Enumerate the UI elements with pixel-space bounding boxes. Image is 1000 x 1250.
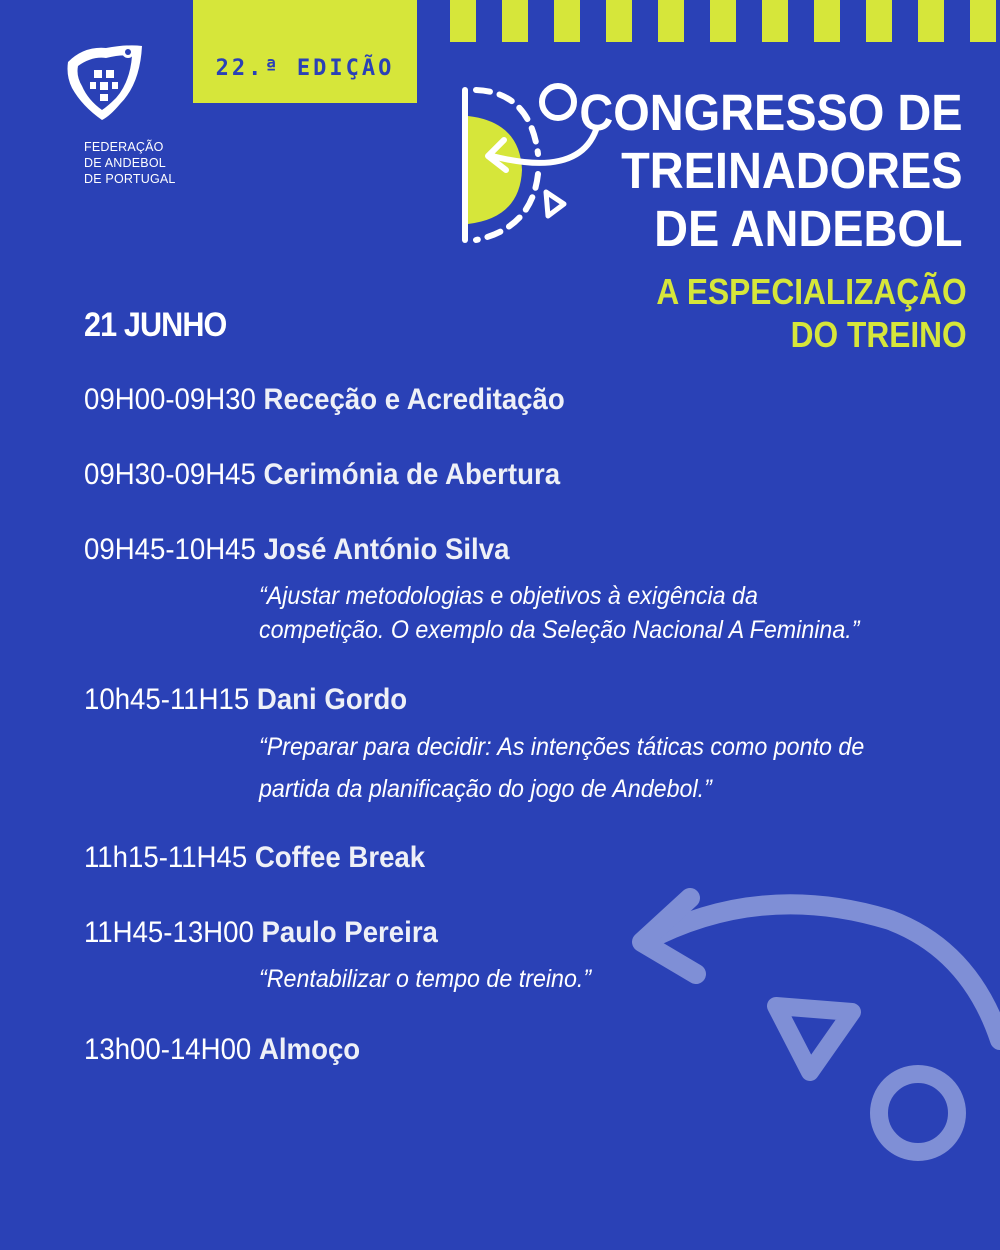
top-stripe — [918, 0, 944, 42]
top-stripe — [606, 0, 632, 42]
congress-subtitle-line: DO TREINO — [790, 314, 967, 355]
schedule-time: 10h45-11H15 — [84, 683, 250, 716]
congress-title — [546, 84, 963, 258]
schedule-title: Almoço — [258, 1033, 361, 1066]
top-stripe — [502, 0, 528, 42]
top-stripe — [814, 0, 840, 42]
curved-arrow-icon — [642, 898, 1000, 1040]
triangle-icon — [776, 1006, 852, 1072]
schedule-date: 21 JUNHO — [84, 306, 227, 344]
schedule-time: 09H45-10H45 — [84, 533, 256, 566]
top-stripe — [554, 0, 580, 42]
session-quote — [259, 726, 891, 810]
session-quote — [259, 579, 891, 647]
schedule-item — [84, 383, 565, 417]
schedule-title: Paulo Pereira — [261, 916, 438, 949]
schedule-item — [84, 1033, 360, 1067]
federation-logo-icon — [62, 40, 146, 122]
session-quote-line: partida da planificação do jogo de Andebol.” — [259, 775, 712, 803]
schedule-time: 09H30-09H45 — [84, 458, 256, 491]
top-stripe — [762, 0, 788, 42]
schedule-time: 09H00-09H30 — [84, 383, 256, 416]
session-quote-line: “Preparar para decidir: As intenções táticas como ponto de — [259, 733, 865, 761]
federation-name-line: FEDERAÇÃO — [84, 140, 164, 154]
federation-name-line: DE PORTUGAL — [84, 172, 176, 186]
schedule-time: 13h00-14H00 — [84, 1033, 252, 1066]
top-stripe — [658, 0, 684, 42]
schedule-item — [84, 683, 407, 717]
top-stripe — [866, 0, 892, 42]
schedule-title: Receção e Acreditação — [263, 383, 565, 416]
session-quote-line: “Ajustar metodologias e objetivos à exigência da — [259, 582, 758, 610]
top-stripe — [710, 0, 736, 42]
session-quote-line: competição. O exemplo da Seleção Nacional A Feminina.” — [259, 616, 860, 644]
schedule-title: José António Silva — [263, 533, 510, 566]
congress-title-line: DE ANDEBOL — [654, 200, 963, 257]
schedule-item — [84, 916, 438, 950]
congress-title-line: CONGRESSO DE — [579, 84, 963, 141]
schedule-time: 11H45-13H00 — [84, 916, 254, 949]
circle-icon — [879, 1074, 957, 1152]
congress-subtitle-line: A ESPECIALIZAÇÃO — [656, 271, 967, 312]
edition-badge — [193, 0, 417, 103]
congress-subtitle — [614, 270, 967, 356]
schedule-time: 11h15-11H45 — [84, 841, 248, 874]
schedule-item — [84, 458, 560, 492]
top-stripe — [450, 0, 476, 42]
edition-label: 22.ª EDIÇÃO — [215, 56, 395, 81]
session-quote-line: “Rentabilizar o tempo de treino.” — [259, 965, 592, 993]
congress-title-line: TREINADORES — [621, 142, 963, 199]
top-stripe — [970, 0, 996, 42]
schedule-title: Cerimónia de Abertura — [263, 458, 561, 491]
decorative-play-graphic — [600, 870, 1000, 1250]
schedule-item — [84, 533, 509, 567]
schedule-item — [84, 841, 425, 875]
federation-name — [84, 139, 224, 187]
schedule-title: Dani Gordo — [256, 683, 408, 716]
schedule-title: Coffee Break — [254, 841, 426, 874]
federation-name-line: DE ANDEBOL — [84, 156, 166, 170]
